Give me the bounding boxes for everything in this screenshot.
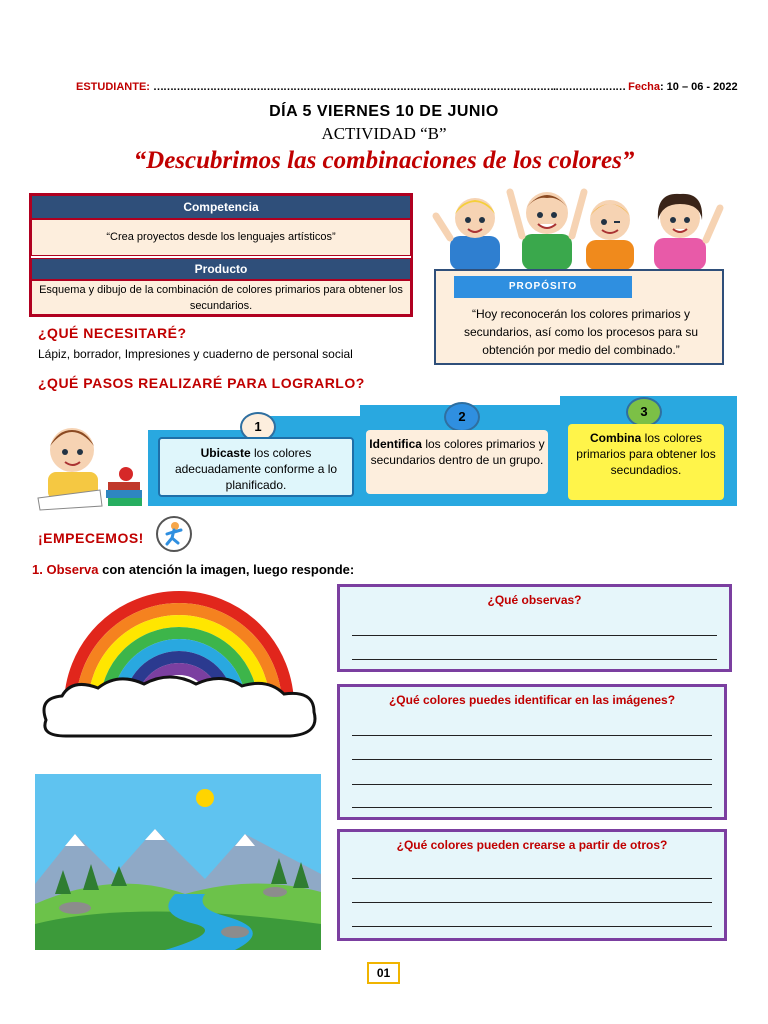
answer-line[interactable] [352,759,712,760]
step-1-text: los colores adecuadamente conforme a lo planificado. [174,446,338,492]
step-1-bold: Ubicaste [200,446,251,460]
page-title: “Descubrimos las combinaciones de los colores” [133,147,635,174]
question-box-1 [337,584,732,672]
necesitare-answer: Lápiz, borrador, Impresiones y cuaderno de personal social [38,347,353,361]
step-3-number: 3 [626,397,662,427]
step-2-text: los colores primarios y secundarios dentro de un grupo. [370,437,545,467]
date-label: Fecha [628,81,660,93]
competencia-label: Competencia [31,195,411,219]
running-child-icon [156,516,192,552]
student-date-line [76,81,738,93]
proposito-text: “Hoy reconocerán los colores primarios y secundarios, así como los procesos para su obtención por medio del combinado.” [463,307,699,357]
answer-line[interactable] [352,926,712,927]
student-blank[interactable]: ………………………………………………………………………………………………………….………………… [153,81,626,93]
boy-reading-illustration [30,420,148,512]
step-2-card [366,430,548,494]
instruction-line [32,562,354,577]
rainbow-cloud-image [36,586,322,742]
step-1-number: 1 [240,412,276,442]
answer-line[interactable] [352,878,712,879]
question-box-3 [337,829,727,941]
step-2-number: 2 [444,402,480,432]
instruction-number: 1. [32,562,43,577]
student-label: ESTUDIANTE: [76,81,150,93]
question-2: ¿Qué colores puedes identificar en las imágenes? [388,693,676,707]
step-1-card [158,437,354,497]
instruction-bold: Observa [46,562,99,577]
date-value: : 10 – 06 - 2022 [659,81,738,93]
activity-heading: ACTIVIDAD “B” [321,124,447,143]
answer-line[interactable] [352,659,717,660]
pasos-heading: ¿QUÉ PASOS REALIZARÉ PARA LOGRARLO? [38,375,365,391]
step-3-card [568,424,724,500]
answer-line[interactable] [352,735,712,736]
landscape-image [35,774,321,950]
competencia-text: “Crea proyectos desde los lenguajes artísticos” [31,219,411,256]
step-3-text: los colores primarios para obtener los secundadios. [576,431,716,477]
proposito-label: PROPÓSITO [454,276,632,298]
step-3-bold: Combina [589,431,642,445]
question-box-2 [337,684,727,820]
step-2-bold: Identifica [369,437,422,451]
necesitare-heading: ¿QUÉ NECESITARÉ? [38,325,187,341]
day-heading: DÍA 5 VIERNES 10 DE JUNIO [269,103,499,120]
instruction-text: con atención la imagen, luego responde: [98,562,355,577]
empecemos-heading: ¡EMPECEMOS! [38,530,144,546]
page-number: 01 [367,962,400,984]
producto-label: Producto [31,258,411,280]
answer-line[interactable] [352,807,712,808]
answer-line[interactable] [352,902,712,903]
answer-line[interactable] [352,635,717,636]
children-illustration [424,186,734,270]
question-3: ¿Qué colores pueden crearse a partir de otros? [396,838,668,852]
answer-line[interactable] [352,784,712,785]
question-1: ¿Qué observas? [487,593,582,607]
producto-text: Esquema y dibujo de la combinación de colores primarios para obtener los secundarios. [31,280,411,315]
